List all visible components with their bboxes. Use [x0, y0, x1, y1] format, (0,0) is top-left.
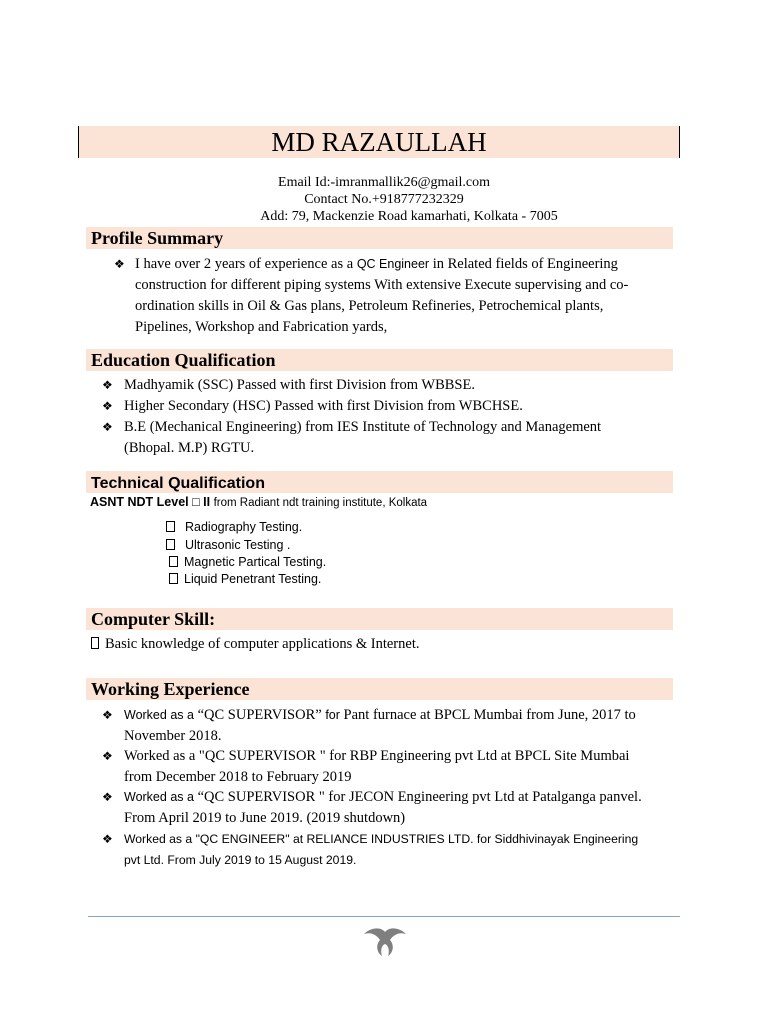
experience-item-4: Worked as a "QC ENGINEER" at RELIANCE INDUSTRIES LTD. for Siddhivinayak Engineering pvt Ltd. From July 2019 to 15 August 2019. — [124, 832, 639, 867]
profile-line-4: Pipelines, Workshop and Fabrication yards, — [135, 319, 388, 335]
test-item: Radiography Testing. — [166, 519, 302, 536]
diamond-bullet-icon: ❖ — [102, 399, 113, 413]
address-line: Add: 79, Mackenzie Road kamarhati, Kolkata - 7005 — [260, 209, 558, 224]
section-header-experience — [86, 678, 673, 700]
ndt-level: ASNT NDT Level □ II — [90, 495, 211, 509]
diamond-bullet-icon: ❖ — [102, 378, 113, 392]
diamond-bullet-icon: ❖ — [114, 257, 125, 271]
test-item: Liquid Penetrant Testing. — [169, 571, 321, 588]
diamond-bullet-icon: ❖ — [102, 832, 113, 846]
diamond-bullet-icon: ❖ — [102, 420, 113, 434]
profile-line-1: I have over 2 years of experience as a QC Engineer in Related fields of Engineering — [135, 256, 618, 272]
section-header-education — [86, 349, 673, 371]
test-item: Ultrasonic Testing . — [166, 537, 290, 554]
section-title: Computer Skill: — [91, 609, 216, 629]
ndt-institute: from Radiant ndt training institute, Kolkata — [213, 497, 428, 509]
experience-item-1: Worked as a “QC SUPERVISOR” for Pant furnace at BPCL Mumbai from June, 2017 to November 2018. — [124, 707, 636, 744]
computer-skill-item: Basic knowledge of computer applications & Internet. — [91, 634, 419, 655]
checkbox-icon — [91, 637, 99, 649]
checkbox-icon — [169, 556, 178, 567]
diamond-bullet-icon: ❖ — [102, 749, 113, 763]
experience-item-2: Worked as a "QC SUPERVISOR " for RBP Engineering pvt Ltd at BPCL Site Mumbai from December 2018 to February 2019 — [124, 748, 630, 785]
fleuron-icon — [362, 926, 408, 962]
education-item-3: B.E (Mechanical Engineering) from IES Institute of Technology and Management (Bhopal. M.P) RGTU. — [124, 419, 602, 456]
contact-line: Contact No.+918777232329 — [304, 192, 464, 207]
name-banner — [78, 126, 680, 158]
checkbox-icon — [166, 539, 175, 550]
education-item-2: Higher Secondary (HSC) Passed with first Division from WBCHSE. — [124, 398, 523, 414]
section-title: Profile Summary — [91, 228, 224, 248]
profile-line-2: construction for different piping systems With extensive Execute supervising and co- — [135, 277, 629, 293]
role-highlight: QC Engineer — [356, 257, 430, 271]
footer-rule — [88, 916, 680, 917]
section-header-profile — [86, 227, 673, 249]
checkbox-icon — [166, 521, 175, 532]
diamond-bullet-icon: ❖ — [102, 708, 113, 722]
diamond-bullet-icon: ❖ — [102, 790, 113, 804]
test-item: Magnetic Partical Testing. — [169, 554, 326, 571]
email-line: Email Id:-imranmallik26@gmail.com — [278, 175, 490, 190]
candidate-name: MD RAZAULLAH — [271, 127, 487, 157]
profile-line-3: ordination skills in Oil & Gas plans, Petroleum Refineries, Petrochemical plants, — [135, 298, 604, 314]
ndt-level-line — [90, 494, 427, 512]
experience-item-3: Worked as a “QC SUPERVISOR " for JECON Engineering pvt Ltd at Patalganga panvel. From April 2019 to June 2019. (2019 shutdown) — [124, 789, 642, 826]
section-title: Education Qualification — [91, 350, 276, 370]
section-header-technical — [86, 471, 673, 493]
profile-paragraph — [135, 254, 675, 338]
section-title: Working Experience — [91, 679, 250, 699]
section-header-computer — [86, 608, 673, 630]
section-title: Technical Qualification — [91, 475, 265, 492]
checkbox-icon — [169, 573, 178, 584]
education-item-1: Madhyamik (SSC) Passed with first Division from WBBSE. — [124, 377, 475, 393]
